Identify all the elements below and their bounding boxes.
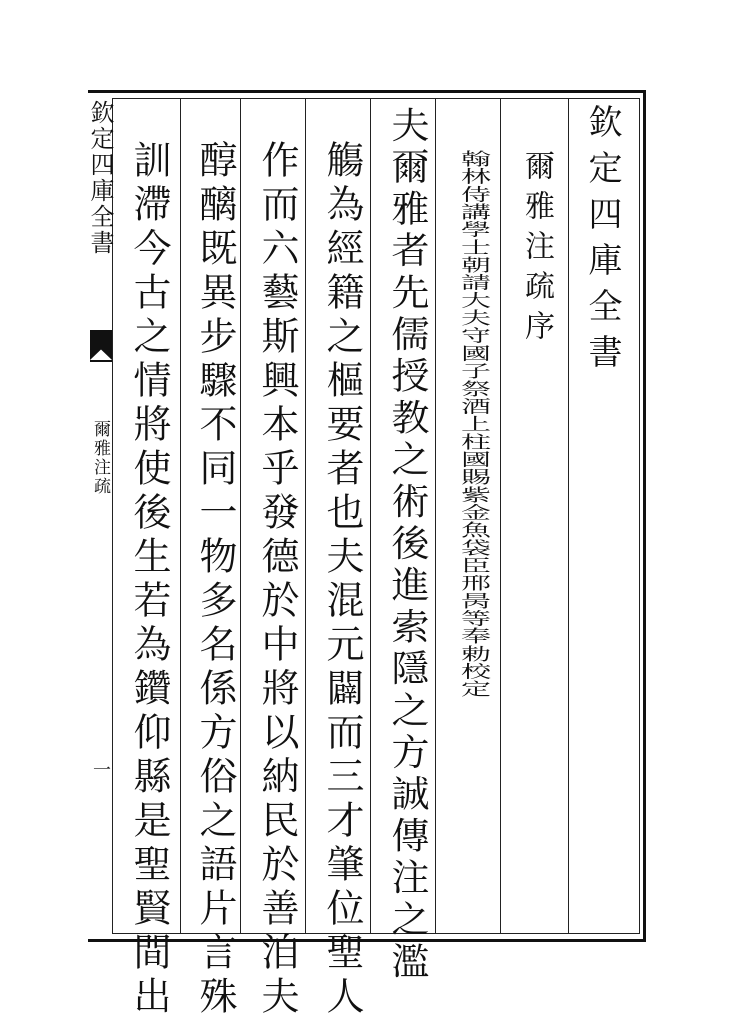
body-column-5: 訓滯今古之情將使後生若為鑽仰縣是聖賢間出 [127,140,171,1020]
column-rule [500,98,501,934]
body-column-3: 作而六藝斯興本乎發德於中將以納民於善洎夫 [255,140,299,1020]
column-rule [240,98,241,934]
banxin-page-number: 一 [90,760,111,778]
column-rule [435,98,436,934]
fish-tail-line [90,360,112,370]
column-rule [370,98,371,934]
column-rule [568,98,569,934]
banxin-title: 欽定四庫全書 [86,100,114,256]
column-rule [180,98,181,934]
collection-title: 欽定四庫全書 [582,104,622,380]
column-rule [305,98,306,934]
body-column-4: 醇醨既異步驟不同一物多名係方俗之語片言殊 [193,140,237,1020]
banxin-subtitle: 爾雅注疏 [90,420,110,496]
preface-title: 爾雅注疏序 [519,150,554,350]
body-column-1: 夫爾雅者先儒授教之術後進索隱之方誠傳注之濫 [385,106,429,984]
credit-line: 翰林侍講學士朝請大夫守國子祭酒上柱國賜紫金魚袋臣邢昺等奉勅校定 [455,150,490,698]
body-column-2: 觴為經籍之樞要者也夫混元闢而三才肇位聖人 [320,140,364,1020]
